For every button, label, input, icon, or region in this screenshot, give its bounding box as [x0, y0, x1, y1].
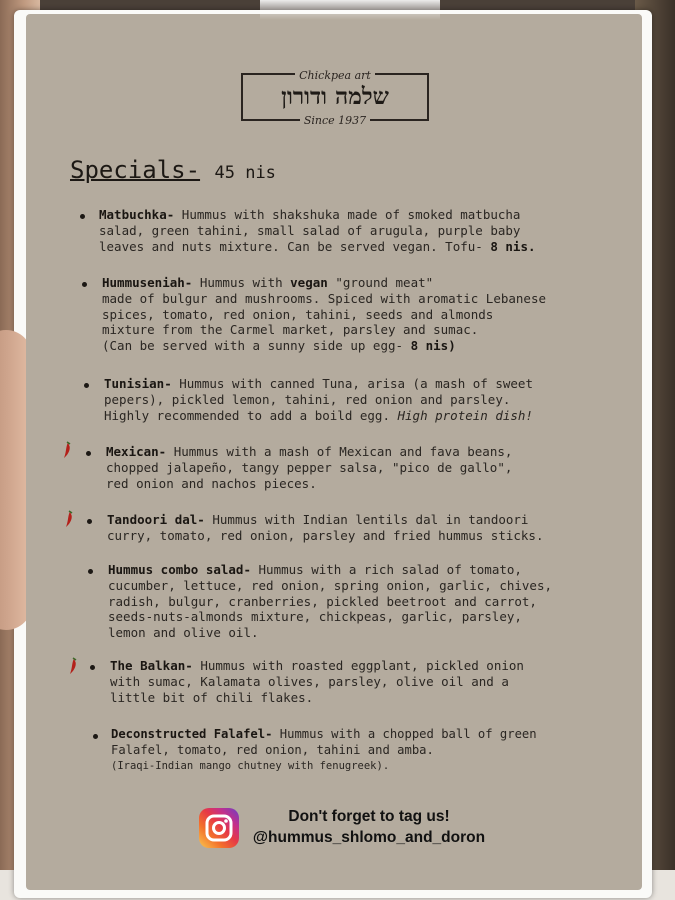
bullet	[88, 569, 93, 574]
page-title	[70, 156, 276, 184]
menu-item-hummuseniah: Hummuseniah- Hummus with vegan "ground meat" made of bulgur and mushrooms. Spiced with aromatic Lebanese spices, tomato, red onion, tahini, seeds and almonds mixture from the Carmel market, parsley and sumac. (Can be served with a sunny side up egg- 8 nis)	[102, 275, 547, 354]
specials-price: 45 nis	[214, 163, 276, 183]
item-name: Hummuseniah-	[102, 275, 193, 290]
footer	[246, 806, 492, 848]
menu-item-deconstructed-falafel: Deconstructed Falafel- Hummus with a chopped ball of green Falafel, tomato, red onion, tahini and amba. (Iraqi-Indian mango chutney with fenugreek).	[111, 727, 537, 772]
item-name: Hummus combo salad-	[108, 562, 251, 577]
logo	[241, 69, 429, 127]
instagram-handle: @hummus_shlomo_and_doron	[252, 829, 486, 846]
chili-pepper-icon	[62, 441, 72, 459]
item-name: Mexican-	[106, 444, 167, 459]
specials-heading: Specials-	[70, 156, 201, 184]
item-name: Tunisian-	[104, 376, 172, 391]
chili-pepper-icon	[68, 657, 78, 675]
item-name: Matbuchka-	[99, 207, 175, 222]
item-name: Tandoori dal-	[107, 512, 205, 527]
bullet	[80, 214, 85, 219]
bullet	[93, 734, 98, 739]
bullet	[86, 451, 91, 456]
chili-pepper-icon	[64, 510, 74, 528]
instagram-icon	[199, 808, 239, 848]
menu-item-mexican: Mexican- Hummus with a mash of Mexican and fava beans, chopped jalapeño, tangy pepper salsa, "pico de gallo", red onion and nachos pieces.	[106, 444, 513, 491]
item-name: The Balkan-	[110, 658, 193, 673]
logo-since: Since 1937	[300, 114, 370, 127]
logo-tagline: Chickpea art	[295, 69, 375, 82]
menu-item-matbuchka: Matbuchka- Hummus with shakshuka made of smoked matbucha salad, green tahini, small salad of arugula, purple baby leaves and nuts mixture. Can be served vegan. Tofu- 8 nis.	[99, 207, 536, 254]
menu-item-the-balkan: The Balkan- Hummus with roasted eggplant, pickled onion with sumac, Kalamata olives, parsley, olive oil and a little bit of chili flakes.	[110, 658, 524, 705]
bullet	[84, 383, 89, 388]
bullet	[82, 282, 87, 287]
menu-item-tandoori-dal: Tandoori dal- Hummus with Indian lentils dal in tandoori curry, tomato, red onion, parsley and fried hummus sticks.	[107, 512, 544, 543]
bullet	[90, 665, 95, 670]
menu-item-tunisian: Tunisian- Hummus with canned Tuna, arisa (a mash of sweet pepers), pickled lemon, tahini, red onion and parsley. Highly recommended to add a boild egg. High protein dish!	[104, 376, 533, 423]
glare	[260, 0, 440, 20]
item-name: Deconstructed Falafel-	[111, 727, 273, 741]
footer-tagline: Don't forget to tag us!	[288, 808, 450, 825]
logo-name: שלמה ודורון	[281, 83, 389, 110]
menu-item-hummus-combo-salad: Hummus combo salad- Hummus with a rich salad of tomato, cucumber, lettuce, red onion, spring onion, garlic, chives, radish, bulgur, cranberries, pickled beetroot and carrot, seeds-nuts-almonds mixture, chickpeas, garlic, parsley, lemon and olive oil.	[108, 562, 553, 641]
bullet	[87, 519, 92, 524]
